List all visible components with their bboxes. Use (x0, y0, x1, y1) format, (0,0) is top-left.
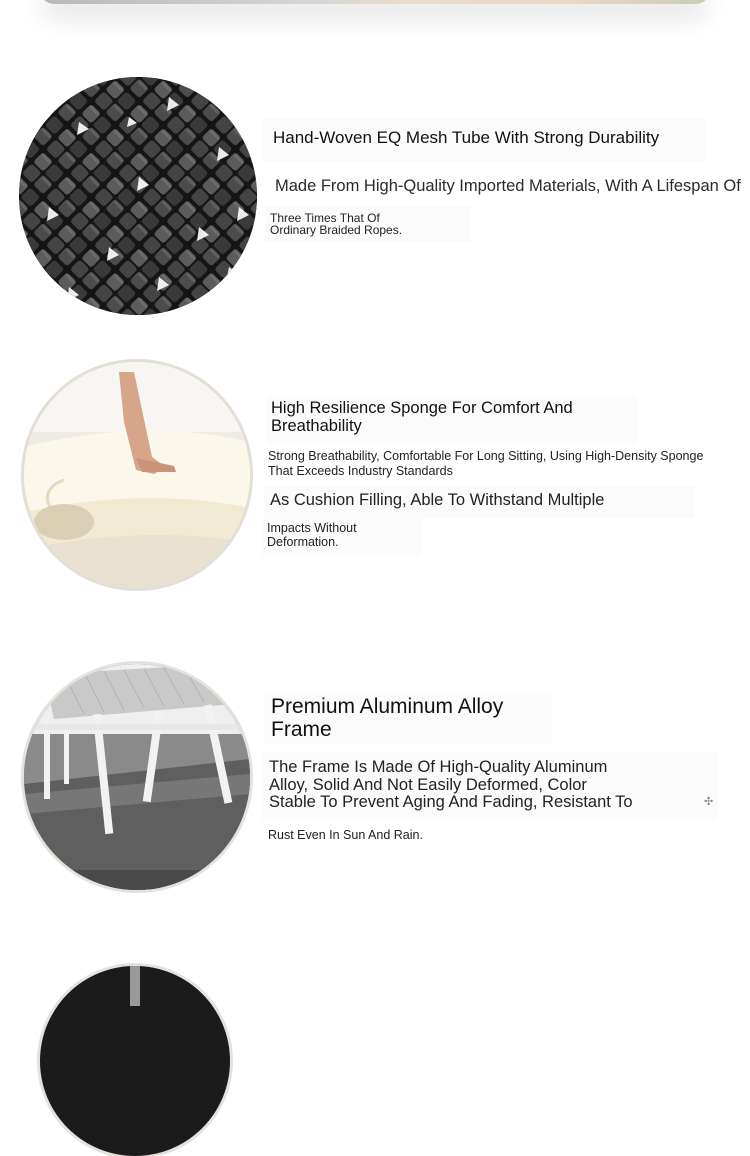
feature-description: Ordinary Braided Ropes. (270, 223, 403, 237)
sparkle-icon: ✣ (704, 796, 714, 808)
partial-image-icon (40, 966, 230, 1006)
feature-description: As Cushion Filling, Able To Withstand Multiple (270, 491, 605, 509)
chair-frame-icon (24, 664, 250, 890)
feature-description: That Exceeds Industry Standards (268, 464, 453, 478)
next-feature-image (40, 966, 230, 1156)
feature-description: Deformation. (267, 535, 339, 549)
aluminum-frame-image (24, 664, 250, 890)
product-image-cropped (40, 0, 710, 4)
sponge-icon (24, 362, 250, 588)
feature-title: Premium Aluminum Alloy (271, 695, 504, 718)
feature-title: Hand-Woven EQ Mesh Tube With Strong Durability (273, 128, 660, 147)
feature-description: Strong Breathability, Comfortable For Long Sitting, Using High-Density Sponge (268, 449, 704, 463)
feature-title: High Resilience Sponge For Comfort And (271, 399, 573, 417)
feature-description: Rust Even In Sun And Rain. (268, 828, 423, 842)
feature-description: Stable To Prevent Aging And Fading, Resistant To (269, 793, 633, 811)
feature-title: Frame (271, 718, 332, 741)
feature-description: Three Times That Of (270, 211, 380, 225)
sponge-cushion-image (24, 362, 250, 588)
feature-description: Impacts Without (267, 521, 357, 535)
feature-description: The Frame Is Made Of High-Quality Aluminum (269, 758, 608, 776)
woven-mesh-image (19, 77, 257, 315)
feature-description: Alloy, Solid And Not Easily Deformed, Color (269, 776, 587, 794)
woven-mesh-icon (19, 77, 257, 315)
feature-description: Made From High-Quality Imported Materials, With A Lifespan Of (275, 177, 741, 195)
feature-title: Breathability (271, 417, 362, 435)
